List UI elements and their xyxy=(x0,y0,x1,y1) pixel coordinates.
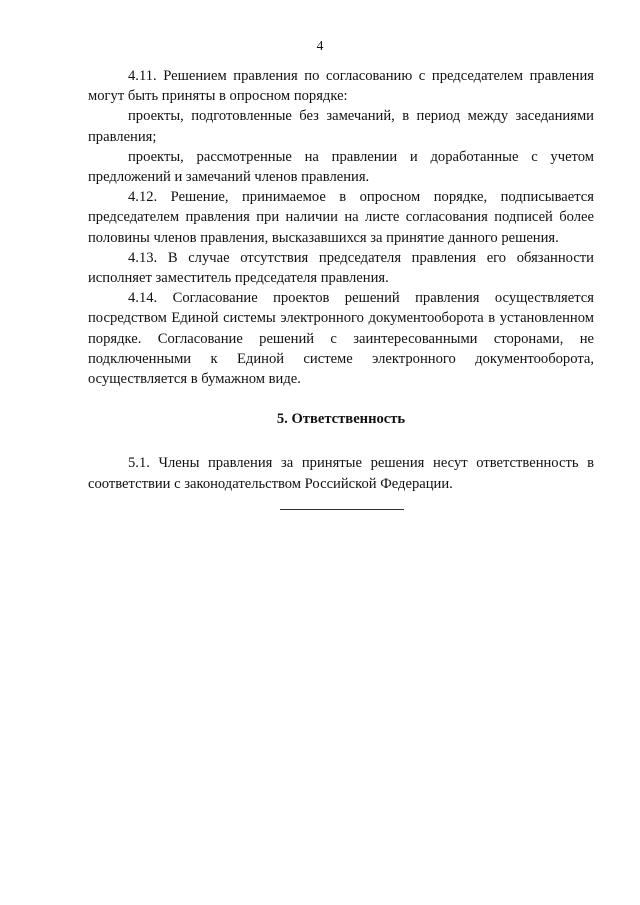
paragraph-4-11-item-1: проекты, подготовленные без замечаний, в период между заседаниями правления; xyxy=(88,108,594,145)
section-5-heading: 5. Ответственность xyxy=(276,411,406,428)
paragraph-4-11: 4.11. Решением правления по согласованию с председателем правления могут быть приняты в опросном порядке: xyxy=(88,68,594,105)
paragraph-4-14: 4.14. Согласование проектов решений правления осуществляется посредством Единой системы электронного документооборота в установленном порядке. Согласование решений с заинтересованными сторонами, не подключенными к Единой системе электронного документооборота, осуществляется в бумажном виде. xyxy=(88,290,594,388)
paragraph-4-12: 4.12. Решение, принимаемое в опросном порядке, подписывается председателем правления при наличии на листе согласования подписей более половины членов правления, высказавшихся за принятие данного решения. xyxy=(88,189,594,246)
page-number: 4 xyxy=(316,38,324,53)
paragraph-5-1: 5.1. Члены правления за принятые решения несут ответственность в соответствии с законодательством Российской Федерации. xyxy=(88,455,594,492)
end-separator-line xyxy=(280,509,404,510)
paragraph-4-11-item-2: проекты, рассмотренные на правлении и доработанные с учетом предложений и замечаний членов правления. xyxy=(88,148,594,186)
document-body xyxy=(88,66,594,494)
paragraph-4-13: 4.13. В случае отсутствия председателя правления его обязанности исполняет заместитель председателя правления. xyxy=(88,249,594,287)
